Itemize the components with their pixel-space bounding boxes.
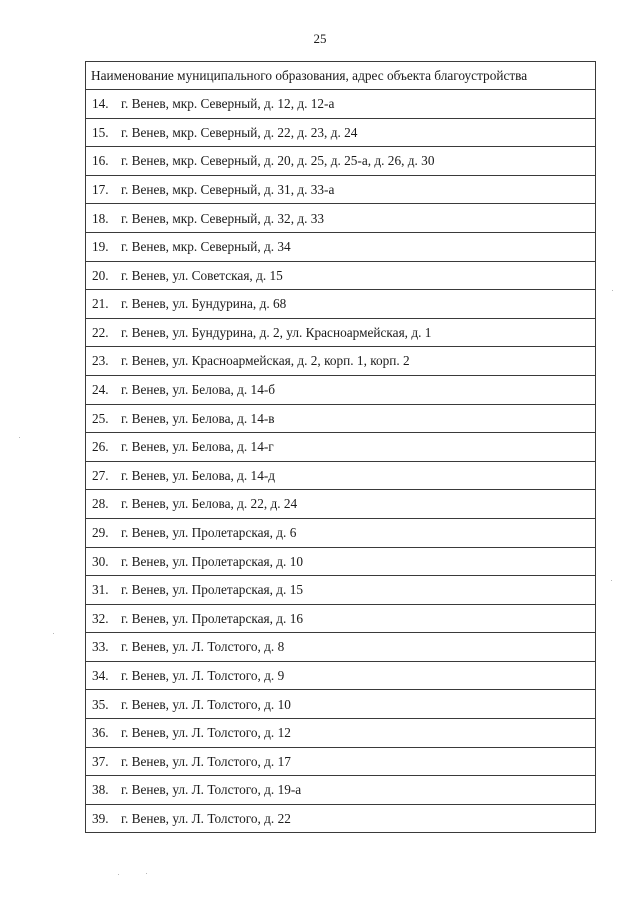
table-header-row: [86, 62, 596, 90]
table-cell: [86, 318, 596, 347]
row-number: 35.: [92, 696, 109, 712]
table-cell: [86, 404, 596, 433]
table-cell: [86, 118, 596, 147]
row-address: г. Венев, ул. Л. Толстого, д. 9: [121, 668, 285, 684]
table-cell: [86, 375, 596, 404]
row-number: 26.: [92, 439, 109, 455]
table-cell: [86, 347, 596, 376]
table-cell: [86, 147, 596, 176]
page-number: 25: [313, 31, 327, 46]
row-number: 39.: [92, 810, 109, 826]
table-row: [86, 661, 596, 690]
row-number: 18.: [92, 210, 109, 226]
table-cell: [86, 175, 596, 204]
table-cell: [86, 290, 596, 319]
table-row: [86, 490, 596, 519]
table-cell: [86, 690, 596, 719]
table-row: [86, 576, 596, 605]
table-row: [86, 375, 596, 404]
row-number: 31.: [92, 582, 109, 598]
address-table: [85, 61, 596, 833]
row-address: г. Венев, ул. Л. Толстого, д. 19-а: [121, 782, 302, 798]
scan-speck: [146, 873, 147, 874]
row-number: 14.: [92, 96, 109, 112]
row-number: 22.: [92, 324, 109, 340]
row-address: г. Венев, ул. Л. Толстого, д. 12: [121, 725, 291, 741]
scan-speck: [612, 290, 613, 291]
row-address: г. Венев, ул. Пролетарская, д. 16: [121, 610, 303, 626]
row-number: 34.: [92, 668, 109, 684]
table-row: [86, 804, 596, 833]
table-row: [86, 719, 596, 748]
row-number: 32.: [92, 610, 109, 626]
table-cell: [86, 576, 596, 605]
row-address: г. Венев, мкр. Северный, д. 32, д. 33: [121, 210, 325, 226]
row-number: 33.: [92, 639, 109, 655]
table-cell: [86, 490, 596, 519]
table-row: [86, 175, 596, 204]
scan-speck: [118, 874, 119, 875]
row-address: г. Венев, ул. Л. Толстого, д. 10: [121, 696, 291, 712]
table-row: [86, 547, 596, 576]
table-cell: [86, 747, 596, 776]
row-address: г. Венев, ул. Белова, д. 14-д: [121, 467, 276, 483]
row-address: г. Венев, ул. Белова, д. 14-г: [121, 439, 274, 455]
row-number: 25.: [92, 410, 109, 426]
row-address: г. Венев, ул. Пролетарская, д. 15: [121, 582, 303, 598]
row-address: г. Венев, мкр. Северный, д. 31, д. 33-а: [121, 181, 335, 197]
table-cell: [86, 518, 596, 547]
table-cell: [86, 461, 596, 490]
row-number: 21.: [92, 296, 109, 312]
row-address: г. Венев, мкр. Северный, д. 22, д. 23, д. 24: [121, 124, 358, 140]
table-row: [86, 633, 596, 662]
table-cell: [86, 719, 596, 748]
row-number: 16.: [92, 153, 109, 169]
table-row: [86, 604, 596, 633]
row-address: г. Венев, ул. Л. Толстого, д. 8: [121, 639, 285, 655]
row-number: 17.: [92, 181, 109, 197]
table-row: [86, 404, 596, 433]
row-number: 23.: [92, 353, 109, 369]
table-row: [86, 347, 596, 376]
table-row: [86, 261, 596, 290]
table-row: [86, 461, 596, 490]
table-cell: [86, 604, 596, 633]
row-address: г. Венев, ул. Л. Толстого, д. 22: [121, 810, 291, 826]
table-cell: [86, 661, 596, 690]
table-row: [86, 118, 596, 147]
table-cell: [86, 204, 596, 233]
row-number: 36.: [92, 725, 109, 741]
row-address: г. Венев, ул. Белова, д. 14-б: [121, 382, 276, 398]
table-row: [86, 318, 596, 347]
table-cell: [86, 633, 596, 662]
row-address: г. Венев, ул. Белова, д. 22, д. 24: [121, 496, 298, 512]
row-number: 24.: [92, 382, 109, 398]
row-number: 15.: [92, 124, 109, 140]
table-cell: [86, 547, 596, 576]
row-number: 29.: [92, 525, 109, 541]
row-address: г. Венев, мкр. Северный, д. 34: [121, 239, 291, 255]
table-row: [86, 147, 596, 176]
row-number: 37.: [92, 753, 109, 769]
row-number: 19.: [92, 239, 109, 255]
row-address: г. Венев, мкр. Северный, д. 12, д. 12-а: [121, 96, 335, 112]
row-address: г. Венев, ул. Пролетарская, д. 10: [121, 553, 303, 569]
table-cell: [86, 90, 596, 119]
table-row: [86, 747, 596, 776]
row-number: 30.: [92, 553, 109, 569]
table-header-cell: Наименование муниципального образования, адрес объекта благоустройства: [86, 62, 596, 90]
table-cell: [86, 232, 596, 261]
table-row: [86, 433, 596, 462]
table-row: [86, 776, 596, 805]
table-cell: [86, 433, 596, 462]
row-address: г. Венев, ул. Белова, д. 14-в: [121, 410, 275, 426]
row-address: г. Венев, ул. Красноармейская, д. 2, корп. 1, корп. 2: [121, 353, 410, 369]
scan-speck: [53, 633, 54, 634]
row-number: 20.: [92, 267, 109, 283]
table-row: [86, 518, 596, 547]
row-number: 27.: [92, 467, 109, 483]
table-row: [86, 90, 596, 119]
scan-speck: [611, 580, 612, 581]
table-row: [86, 690, 596, 719]
table-row: [86, 290, 596, 319]
table-cell: [86, 776, 596, 805]
row-address: г. Венев, ул. Бундурина, д. 68: [121, 296, 287, 312]
table-cell: [86, 261, 596, 290]
table-body: [86, 62, 596, 833]
scan-speck: [19, 437, 20, 438]
row-address: г. Венев, ул. Пролетарская, д. 6: [121, 525, 297, 541]
row-address: г. Венев, ул. Советская, д. 15: [121, 267, 283, 283]
table-cell: [86, 804, 596, 833]
row-address: г. Венев, ул. Л. Толстого, д. 17: [121, 753, 291, 769]
table-row: [86, 204, 596, 233]
row-address: г. Венев, мкр. Северный, д. 20, д. 25, д. 25-а, д. 26, д. 30: [121, 153, 435, 169]
row-number: 28.: [92, 496, 109, 512]
row-number: 38.: [92, 782, 109, 798]
table-row: [86, 232, 596, 261]
row-address: г. Венев, ул. Бундурина, д. 2, ул. Красноармейская, д. 1: [121, 324, 432, 340]
